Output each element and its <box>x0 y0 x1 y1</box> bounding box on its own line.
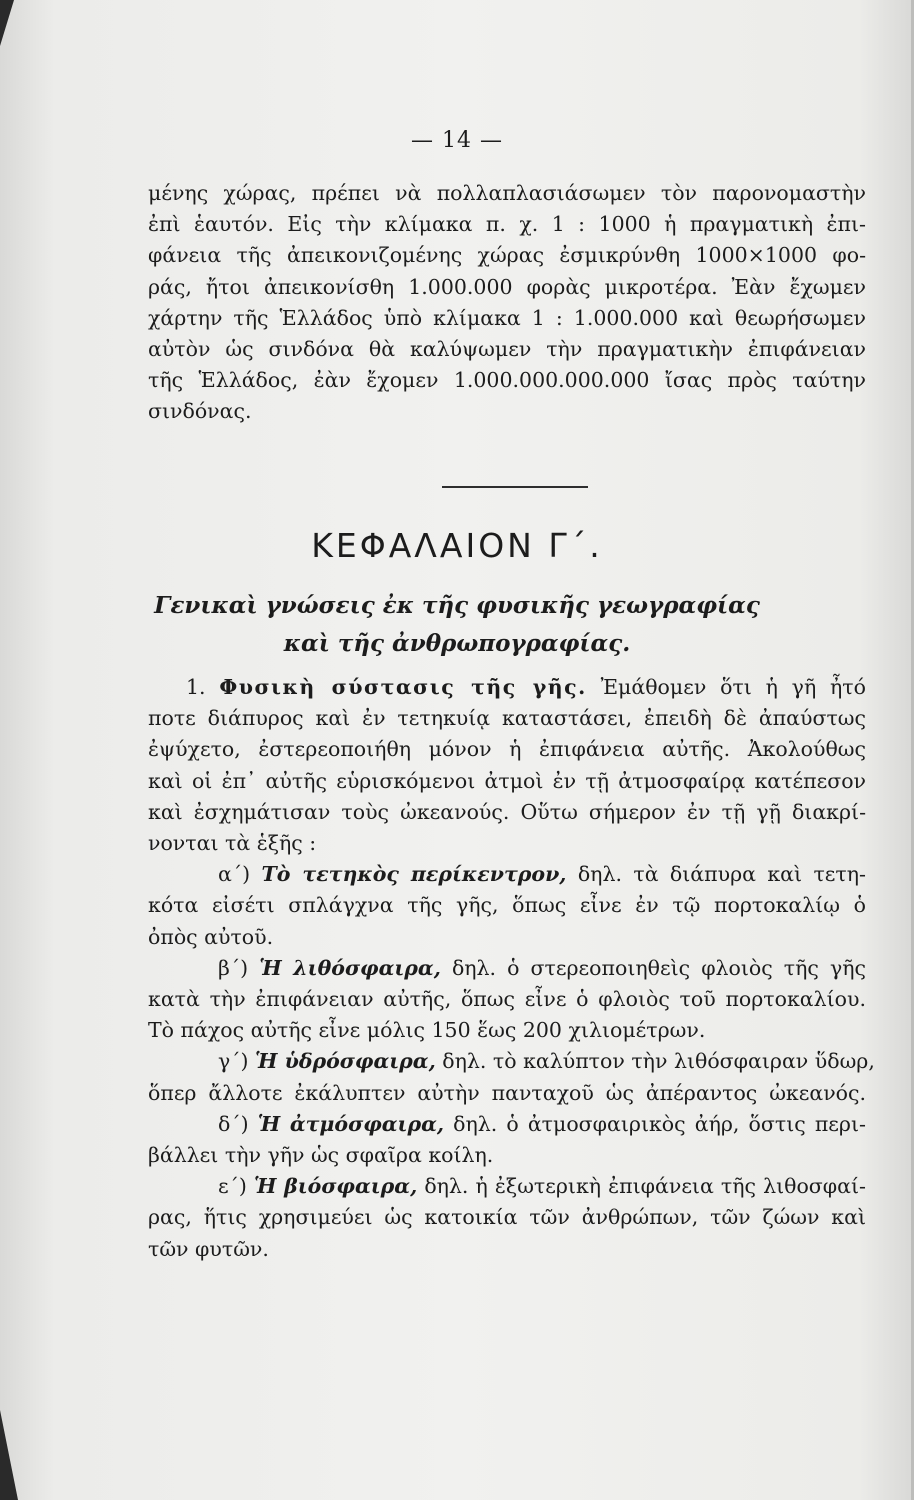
item-term: Ἡ ὑδρόσφαιρα, <box>255 1049 436 1074</box>
item-term: Ἡ ἀτμόσφαιρα, <box>257 1111 445 1136</box>
text-line: κατὰ τὴν ἐπιφάνειαν αὐτῆς, ὅπως εἶνε ὁ φλοιὸς τοῦ πορτοκαλίου. <box>148 987 866 1012</box>
item-label: β΄) <box>218 955 249 980</box>
text-line: κότα εἰσέτι σπλάγχνα τῆς γῆς, ὅπως εἶνε ἐν τῷ πορτοκαλίῳ ὁ <box>148 893 866 918</box>
item-label: γ΄) <box>218 1049 249 1074</box>
section-divider <box>442 486 588 488</box>
text-line: ρας, ἥτις χρησιμεύει ὡς κατοικία τῶν ἀνθρώπων, τῶν ζώων καὶ <box>148 1205 866 1230</box>
text-line: νονται τὰ ἑξῆς : <box>148 831 317 856</box>
text-line: Τὸ πάχος αὐτῆς εἶνε μόλις 150 ἕως 200 χιλιομέτρων. <box>148 1018 706 1043</box>
text-fragment: δηλ. ἡ ἐξωτερικὴ ἐπιφάνεια τῆς λιθοσφαί- <box>424 1174 866 1199</box>
section-1-first-line <box>148 672 866 703</box>
item-label: α΄) <box>218 862 251 887</box>
section-number: 1. <box>186 675 206 699</box>
text-line: ράς, ἤτοι ἀπεικονίσθη 1.000.000 φορὰς μικροτέρα. Ἐὰν ἔχωμεν <box>148 274 866 299</box>
item-term: Τὸ τετηκὸς περίκεντρον, <box>261 862 567 887</box>
text-line: ποτε διάπυρος καὶ ἐν τετηκυίᾳ καταστάσει, ἐπειδὴ δὲ ἀπαύστως <box>148 706 866 731</box>
text-fragment: δηλ. ὁ στερεοποιηθεὶς φλοιὸς τῆς γῆς <box>451 955 866 980</box>
text-line: καὶ ἐσχημάτισαν τοὺς ὠκεανούς. Οὕτω σήμερον ἐν τῇ γῇ διακρί- <box>148 799 866 824</box>
item-d-first-line <box>148 1109 866 1140</box>
item-a-first-line <box>148 859 866 890</box>
item-term: Ἡ βιόσφαιρα, <box>253 1174 418 1199</box>
text-fragment: δηλ. ὁ ἀτμοσφαιρικὸς ἀήρ, ὅστις περι- <box>453 1111 866 1136</box>
text-line: σινδόνας. <box>148 399 252 424</box>
text-line: ὅπερ ἄλλοτε ἐκάλυπτεν αὐτὴν πανταχοῦ ὡς ἀπέραντος ὠκεανός. <box>148 1080 866 1105</box>
text-line: ἐψύχετο, ἐστερεοποιήθη μόνον ἡ ἐπιφάνεια αὐτῆς. Ἀκολούθως <box>148 737 866 762</box>
text-fragment: δηλ. τὰ διάπυρα καὶ τετη- <box>577 862 866 887</box>
chapter-subtitle-line-2: καὶ τῆς ἀνθρωπογραφίας. <box>283 630 631 657</box>
text-fragment: Ἐμάθομεν ὅτι ἡ γῆ ἦτό <box>600 675 866 699</box>
page-number: — 14 — <box>411 128 503 153</box>
scan-shadow-top-left <box>0 0 14 46</box>
text-line: φάνεια τῆς ἀπεικονιζομένης χώρας ἐσμικρύνθη 1000×1000 φο- <box>148 243 866 268</box>
item-e-first-line <box>148 1171 866 1202</box>
text-line: ὀπὸς αὐτοῦ. <box>148 924 274 949</box>
text-line: αὐτὸν ὡς σινδόνα θὰ καλύψωμεν τὴν πραγματικὴν ἐπιφάνειαν <box>148 337 866 362</box>
text-line: τῆς Ἑλλάδος, ἐὰν ἔχομεν 1.000.000.000.000 ἴσας πρὸς ταύτην <box>148 368 866 393</box>
intro-paragraph <box>148 178 866 428</box>
section-heading: Φυσικὴ σύστασις τῆς γῆς. <box>219 675 587 699</box>
item-term: Ἡ λιθόσφαιρα, <box>259 955 441 980</box>
scan-shadow-bottom-left <box>0 1410 18 1500</box>
item-c-first-line <box>148 1046 875 1077</box>
text-line: βάλλει τὴν γῆν ὡς σφαῖρα κοίλη. <box>148 1143 494 1168</box>
text-line: καὶ οἱ ἐπ᾽ αὐτῆς εὑρισκόμενοι ἀτμοὶ ἐν τῇ ἀτμοσφαίρᾳ κατέπεσον <box>148 768 866 793</box>
item-label: δ΄) <box>218 1111 249 1136</box>
text-line: ἐπὶ ἑαυτόν. Εἰς τὴν κλίμακα π. χ. 1 : 1000 ἡ πραγματικὴ ἐπι- <box>148 212 866 237</box>
text-line: τῶν φυτῶν. <box>148 1236 269 1261</box>
chapter-title: ΚΕΦΑΛΑΙΟΝ Γ΄. <box>311 526 603 565</box>
item-b-first-line <box>148 953 866 984</box>
text-line: μένης χώρας, πρέπει νὰ πολλαπλασιάσωμεν τὸν παρονομαστὴν <box>148 181 866 205</box>
chapter-subtitle-line-1: Γενικαὶ γνώσεις ἐκ τῆς φυσικῆς γεωγραφίας <box>154 592 760 619</box>
text-line: χάρτην τῆς Ἑλλάδος ὑπὸ κλίμακα 1 : 1.000.000 καὶ θεωρήσωμεν <box>148 305 866 330</box>
item-label: ε΄) <box>218 1174 247 1199</box>
text-fragment: δηλ. τὸ καλύπτον τὴν λιθόσφαιραν ὕδωρ, <box>442 1049 875 1074</box>
section-1-body <box>148 672 875 1265</box>
